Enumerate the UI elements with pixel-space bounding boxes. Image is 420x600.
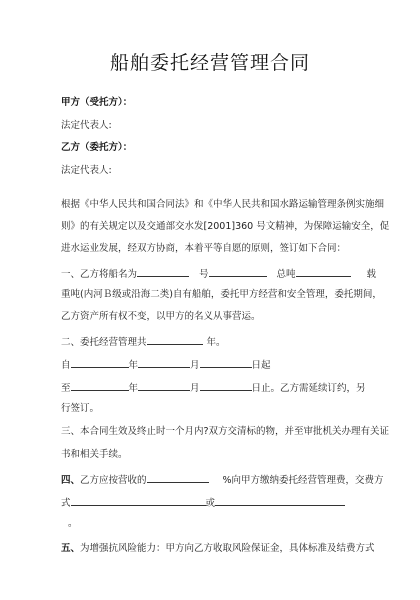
clause-1-line-2: 重吨(内河Ｂ级或沿海二类)自有船舶，委托甲方经营和安全管理，委托期间， [61, 289, 382, 300]
preamble-line-1: 根据《中华人民共和国合同法》和《中华人民共和国水路运输管理条例实施细 [61, 199, 385, 210]
clause-4-line-3: 。 [68, 518, 78, 529]
clause-4-text-c: 式 [61, 498, 71, 509]
clause-4-line-2 [61, 494, 345, 511]
clause-2-month: 月 [190, 360, 200, 371]
clause-2-text-a: 二、委托经营管理共 [61, 337, 147, 348]
preamble-line-3: 进水运业发展，经双方协商，本着平等自愿的原则，签订如下合同： [61, 243, 347, 254]
clause-4-line-1 [61, 471, 384, 488]
party-b-label: 乙方（委托方）： [61, 142, 133, 153]
clause-2-month-2: 月 [190, 383, 200, 394]
clause-5-number: 五、 [61, 543, 81, 554]
gross-tonnage-blank[interactable] [296, 265, 351, 277]
clause-2-line-2 [61, 356, 271, 373]
clause-2-to: 至 [61, 383, 71, 394]
clause-5-text-a: 为增强抗风险能力：甲方向乙方收取风险保证金，具体标准及结费方式 [80, 543, 375, 554]
clause-2-line-4: 行签订。 [61, 403, 100, 414]
clause-2-line-3 [61, 379, 366, 396]
ship-name-blank[interactable] [137, 265, 189, 277]
preamble-line-2: 则》的有关规定以及交通部交水发[2001]360 号文精神，为保障运输安全，促 [61, 221, 390, 232]
clause-4-text-a: 乙方应按营收的 [80, 475, 147, 486]
clause-1-line-1 [61, 265, 376, 282]
end-month-blank[interactable] [138, 379, 190, 391]
clause-1-line-3: 乙方资产所有权不变，以甲方的名义从事营运。 [61, 311, 261, 322]
party-b-representative: 法定代表人: [61, 165, 112, 176]
clause-2-start: 日起 [251, 360, 271, 371]
clause-1-text-a: 一、乙方将船名为 [61, 269, 138, 280]
clause-2-end: 日止。乙方需延续订约，另 [251, 383, 366, 394]
end-day-blank[interactable] [200, 379, 252, 391]
party-a-representative: 法定代表人: [61, 120, 112, 131]
clause-1-text-d: 载 [366, 269, 377, 280]
clause-4-text-d: 或 [205, 498, 216, 509]
clause-1-text-b: 号 [199, 269, 209, 280]
start-year-blank[interactable] [71, 356, 129, 368]
clause-2-line-1 [61, 333, 226, 350]
clause-3-line-2: 书和相关手续。 [61, 449, 128, 460]
start-month-blank[interactable] [138, 356, 190, 368]
clause-4-number: 四、 [61, 475, 81, 486]
document-title: 船舶委托经营管理合同 [109, 52, 310, 74]
fee-percentage-blank[interactable] [147, 471, 209, 483]
payment-method-blank-1[interactable] [71, 494, 206, 506]
start-day-blank[interactable] [200, 356, 252, 368]
clause-4-text-b: %向甲方缴纳委托经营管理费，交费方 [222, 475, 384, 486]
clause-2-from: 自 [61, 360, 71, 371]
term-years-blank[interactable] [147, 333, 203, 345]
clause-1-text-c: 总吨 [276, 269, 296, 280]
clause-2-year: 年 [128, 360, 139, 371]
ship-number-blank[interactable] [209, 265, 267, 277]
payment-method-blank-2[interactable] [215, 494, 345, 506]
clause-5-line-1 [61, 542, 375, 556]
party-a-label: 甲方（受托方）： [61, 97, 133, 108]
clause-2-text-b: 年。 [206, 337, 226, 348]
clause-3-line-1: 三、本合同生效及终止时一个月内?双方交清标的物，并至审批机关办理有关证 [61, 426, 390, 437]
clause-2-year-2: 年 [128, 383, 139, 394]
end-year-blank[interactable] [71, 379, 129, 391]
